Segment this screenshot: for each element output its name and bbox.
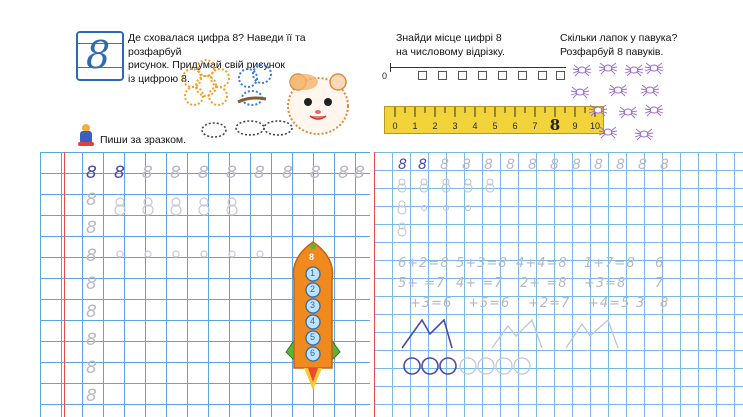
task-number-line-text: Знайди місце цифрі 8 на числовому відрізку. [396,32,505,58]
trace-digit: 8 [506,157,515,173]
ruler-number-highlight: 8 [549,116,561,134]
task-spider-text: Скільки лапок у павука? Розфарбуй 8 павуків. [560,32,678,58]
digit-eight: 8 [86,33,111,77]
circles-trace [460,358,530,374]
equation: 3 [636,296,646,311]
sample-digit: 8 [86,163,97,183]
spider-icon [571,87,589,98]
dotted-picture [180,58,360,150]
number-line-slot[interactable] [418,71,427,80]
trace-digit: 8 [528,157,537,173]
equation: 2+ =8 [520,276,568,291]
zigzag-trace [566,320,618,348]
digit-card [76,31,124,81]
trace-digit: 8 [86,190,97,210]
number-line-slot[interactable] [538,71,547,80]
ruler-number: 4 [472,121,478,131]
ruler-number: 5 [492,121,498,131]
number-line [382,62,567,84]
trace-digit: 8 [310,163,321,183]
pencil-icon [78,124,94,146]
number-line-slot[interactable] [556,71,565,80]
spider-icon [599,63,617,74]
trace-digit: 8 [86,246,97,266]
trace-digit: 8 [660,157,669,173]
trace-digit: 8 [484,157,493,173]
hamster [288,74,348,134]
ruler-number: 7 [532,121,538,131]
trace-digit: 8 [638,157,647,173]
trace-digit: 8 [198,163,209,183]
ruler-number: 3 [452,121,458,131]
equation: 6 [655,256,665,271]
spider-icon [645,63,663,74]
rocket-top-digit: 8 [309,252,315,262]
equation: +3=6 [410,296,453,311]
rocket-window-digit: 6 [310,348,316,358]
spiders-group [568,60,668,150]
equation: +4=5 [588,296,631,311]
number-line-start: 0 [382,71,388,81]
ruler-number: 0 [392,121,398,131]
trace-digit: 8 [338,163,349,183]
grid-margin-line [64,152,65,417]
trace-digit: 8 [86,386,97,406]
equation: 7 [655,276,665,291]
pattern-drawing [396,314,646,380]
rocket-window-digit: 2 [310,284,316,294]
trace-digit: 8 [86,218,97,238]
equation: 5+ =7 [398,276,446,291]
number-line-slot[interactable] [498,71,507,80]
number-line-slot[interactable] [518,71,527,80]
rocket [278,240,348,395]
number-line-slot[interactable] [478,71,487,80]
trace-digit: 8 [462,157,471,173]
trace-digit: 8 [170,163,181,183]
equation: 6+2=8 [398,256,450,271]
sample-digit: 8 [398,157,407,173]
number-line-slot[interactable] [458,71,467,80]
sample-digit: 8 [418,157,427,173]
trace-digit: 8 [594,157,603,173]
trace-digit: 8 [440,157,449,173]
spider-icon [635,129,653,140]
ruler-number: 2 [432,121,438,131]
spider-icon [625,65,643,76]
spider-icon [619,107,637,118]
ruler-number: 9 [572,121,578,131]
spider-icon [599,127,617,138]
trace-digit: 8 [616,157,625,173]
trace-digit: 8 [572,157,581,173]
trace-digit: 8 [86,358,97,378]
trace-digit: 8 [86,330,97,350]
leaves-outline [202,121,292,137]
equation: 8 [660,296,670,311]
grid-margin-line [374,152,375,417]
spider-icon [573,65,591,76]
ruler-number: 10 [589,121,600,131]
rocket-window-digit: 3 [310,300,316,310]
flower-outline [183,60,229,105]
spider-icon [589,105,607,116]
equation: +3=8 [584,276,627,291]
circles-sample [404,358,456,374]
equation: 5+3=8 [456,256,508,271]
number-line-slot[interactable] [438,71,447,80]
ruler-number: 1 [412,121,418,131]
spider-icon [641,85,659,96]
trace-digit: 8 [354,163,365,183]
equation: 4+ =7 [456,276,504,291]
rocket-window-digit: 5 [310,332,316,342]
ruler-number: 6 [512,121,518,131]
task-find-eight-text: Де сховалася цифра 8? Наведи її та розфарбуй рисунок. Придумай свій рисунок із цифрою 8. [128,32,306,85]
equation: 4+4=8 [516,256,568,271]
zigzag-trace [492,320,542,348]
trace-digit: 8 [226,163,237,183]
trace-digit: 8 [550,157,559,173]
trace-digit: 8 [142,163,153,183]
trace-digit: 8 [254,163,265,183]
trace-digit: 8 [86,302,97,322]
equation: +5=6 [468,296,511,311]
rocket-window-digit: 1 [310,268,316,278]
zigzag-sample [402,320,452,348]
equation: +2=7 [528,296,571,311]
trace-digit: 8 [282,163,293,183]
right-trace-rows [396,178,696,250]
write-sample-label: Пиши за зразком. [100,134,187,146]
trace-digit: 8 [86,274,97,294]
spider-icon [645,105,663,116]
spider-icon [609,85,627,96]
rocket-window-digit: 4 [310,316,316,326]
equation: 1+7=8 [584,256,636,271]
sample-digit: 8 [114,163,125,183]
